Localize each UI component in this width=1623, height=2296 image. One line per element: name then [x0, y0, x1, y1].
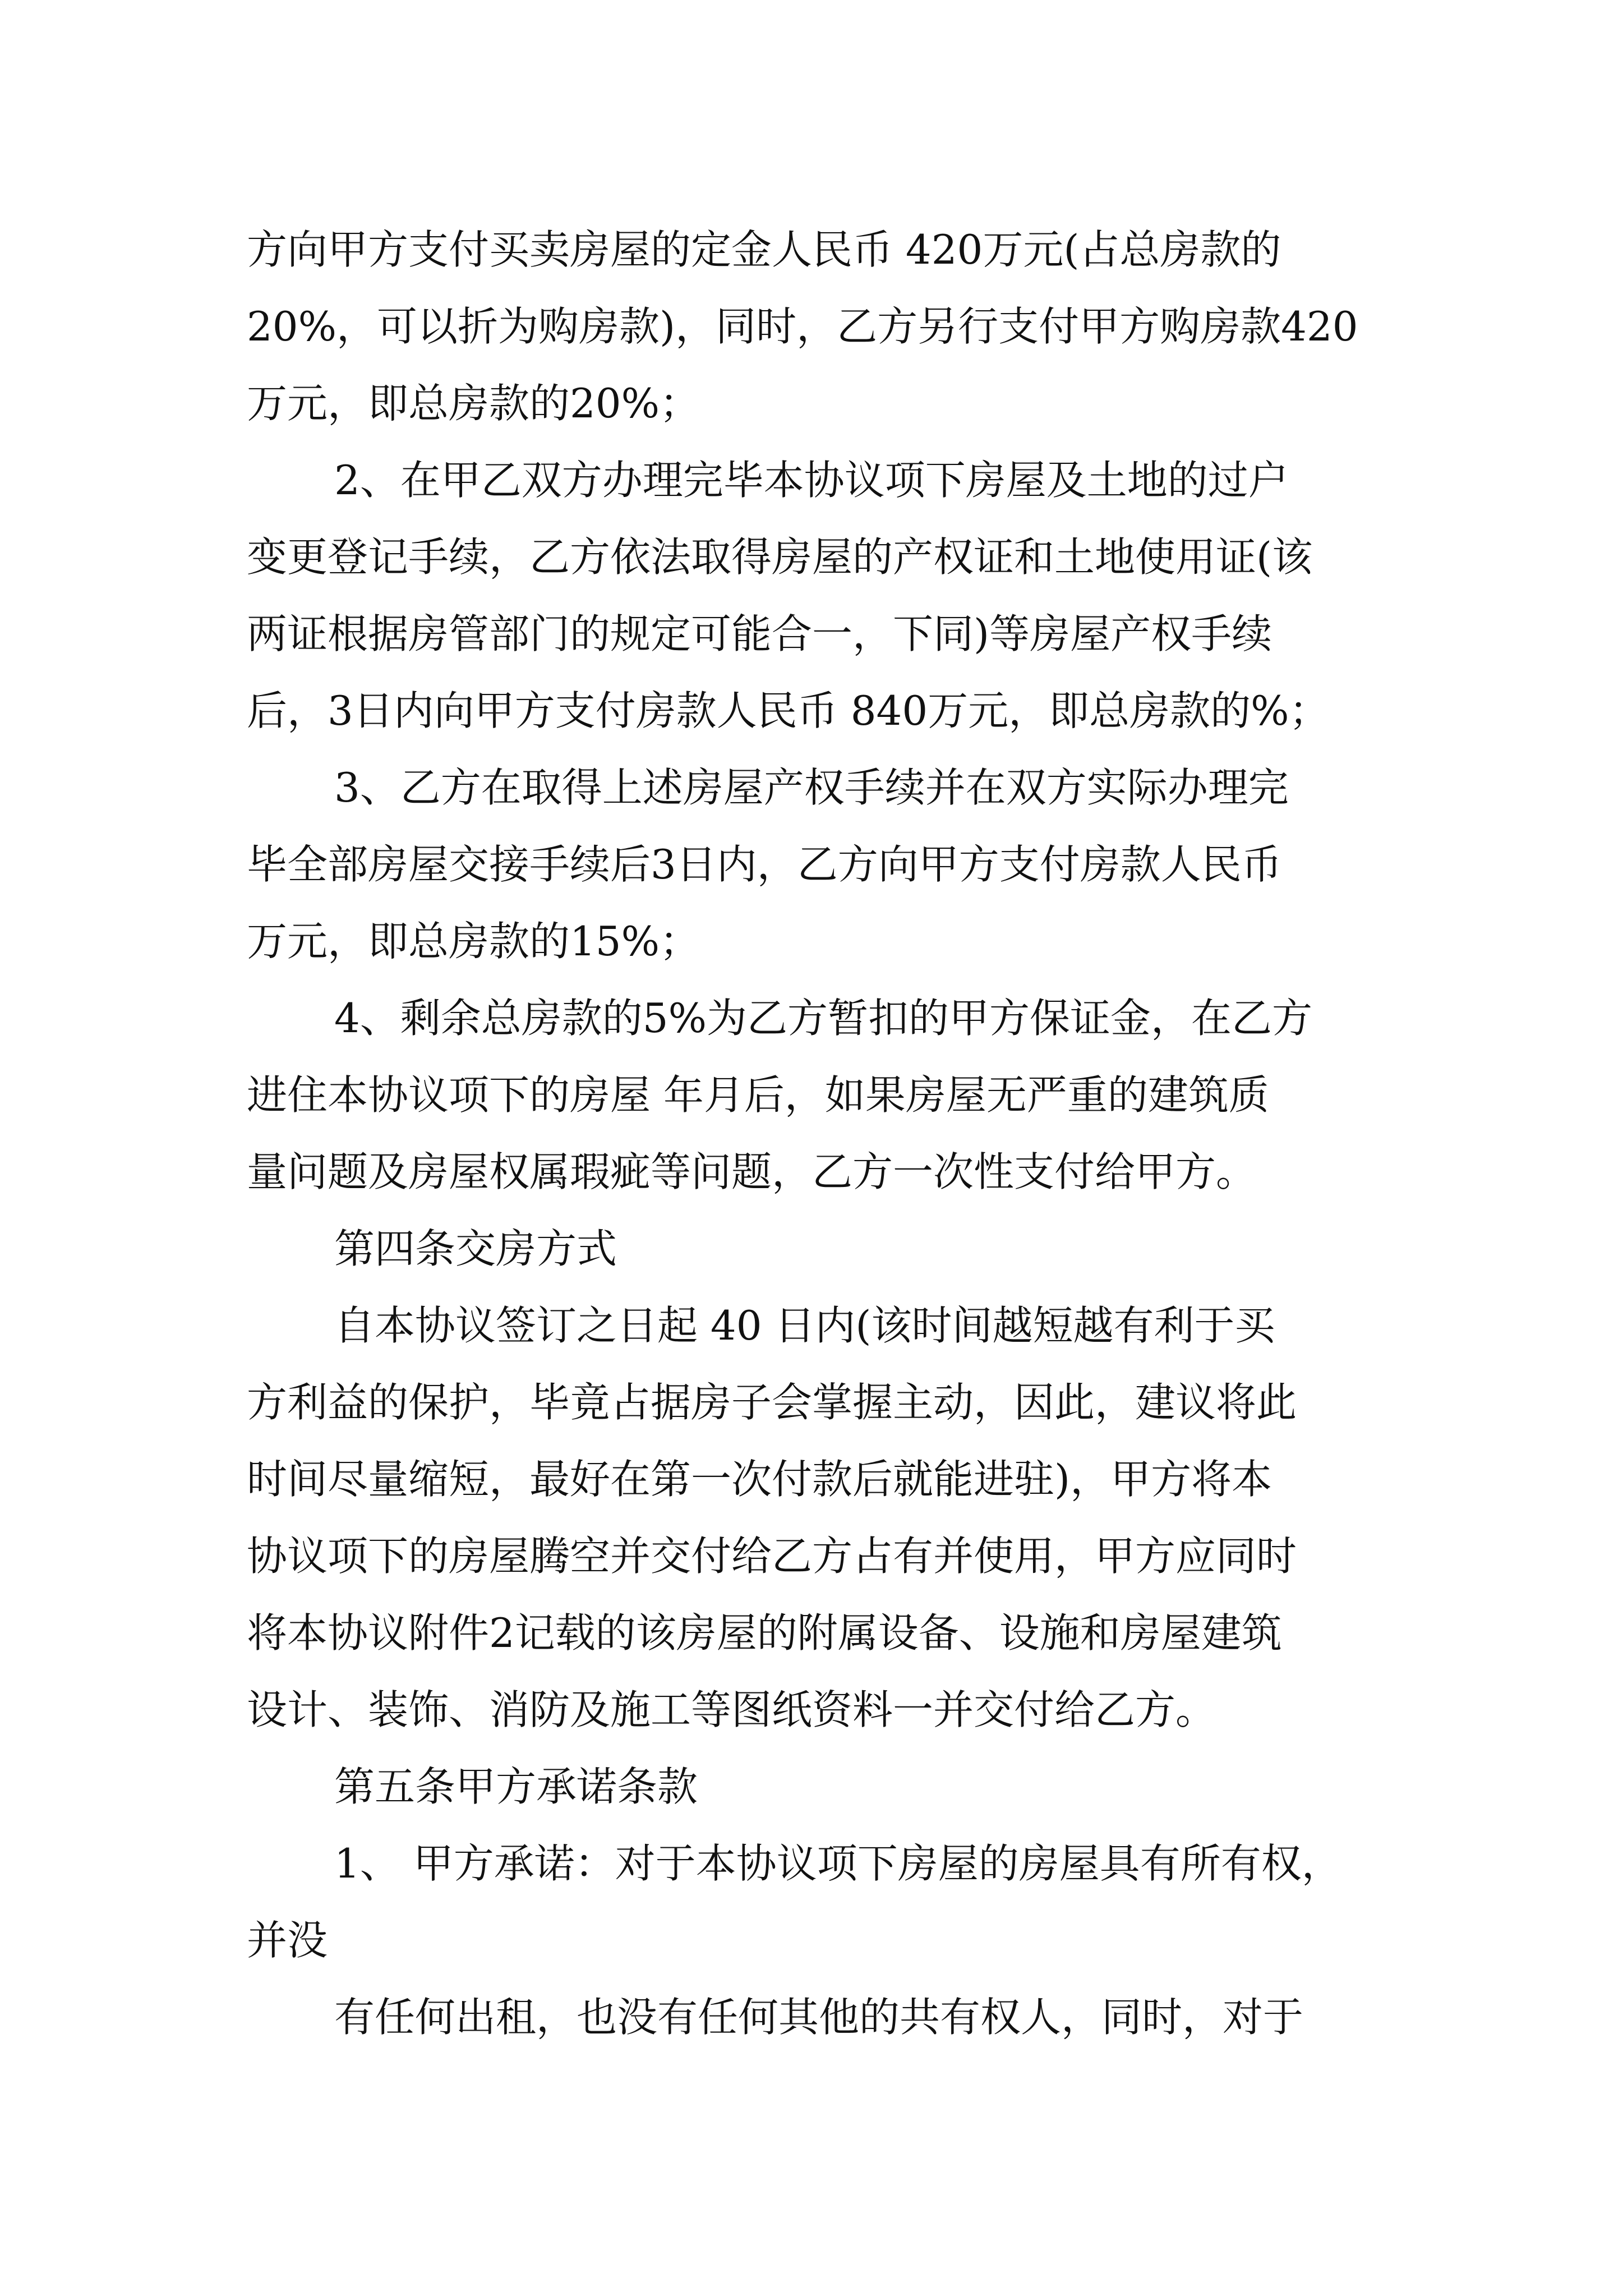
text-line: 变更登记手续，乙方依法取得房屋的产权证和土地使用证(该: [247, 533, 1313, 581]
text-line: 设计、装饰、消防及施工等图纸资料一并交付给乙方。: [247, 1686, 1216, 1733]
text-line: 3、乙方在取得上述房屋产权手续并在双方实际办理完: [334, 764, 1289, 811]
text-line: 有任何出租，也没有任何其他的共有权人，同时，对于: [334, 1994, 1304, 2041]
text-line: 20%，可以折为购房款)，同时，乙方另行支付甲方购房款420: [247, 303, 1358, 350]
text-line: 方利益的保护，毕竟占据房子会掌握主动，因此，建议将此: [247, 1379, 1297, 1426]
text-line: 进住本协议项下的房屋 年月后，如果房屋无严重的建筑质: [247, 1071, 1269, 1119]
text-line: 自本协议签订之日起 40 日内(该时间越短越有利于买: [334, 1302, 1275, 1349]
text-line: 万元，即总房款的15%；: [247, 918, 700, 965]
section-heading: 第五条甲方承诺条款: [334, 1763, 698, 1810]
text-line: 两证根据房管部门的规定可能合一，下同)等房屋产权手续: [247, 610, 1272, 657]
text-line: 4、剩余总房款的5%为乙方暂扣的甲方保证金，在乙方: [334, 995, 1313, 1042]
text-line: 量问题及房屋权属瑕疵等问题，乙方一次性支付给甲方。: [247, 1148, 1257, 1195]
text-line: 协议项下的房屋腾空并交付给乙方占有并使用，甲方应同时: [247, 1533, 1297, 1580]
text-line: 万元，即总房款的20%；: [247, 380, 700, 427]
text-line: 1、 甲方承诺：对于本协议项下房屋的房屋具有所有权，: [334, 1840, 1342, 1887]
text-line: 2、在甲乙双方办理完毕本协议项下房屋及土地的过户: [334, 457, 1289, 504]
text-line: 并没: [247, 1917, 328, 1964]
text-line: 方向甲方支付买卖房屋的定金人民币 420万元(占总房款的: [247, 226, 1281, 273]
text-line: 时间尽量缩短，最好在第一次付款后就能进驻)，甲方将本: [247, 1456, 1272, 1503]
text-line: 将本协议附件2记载的该房屋的附属设备、设施和房屋建筑: [247, 1609, 1282, 1657]
text-line: 毕全部房屋交接手续后3日内，乙方向甲方支付房款人民币: [247, 841, 1282, 888]
section-heading: 第四条交房方式: [334, 1225, 617, 1272]
text-line: 后，3日内向甲方支付房款人民币 840万元，即总房款的%；: [247, 687, 1330, 734]
